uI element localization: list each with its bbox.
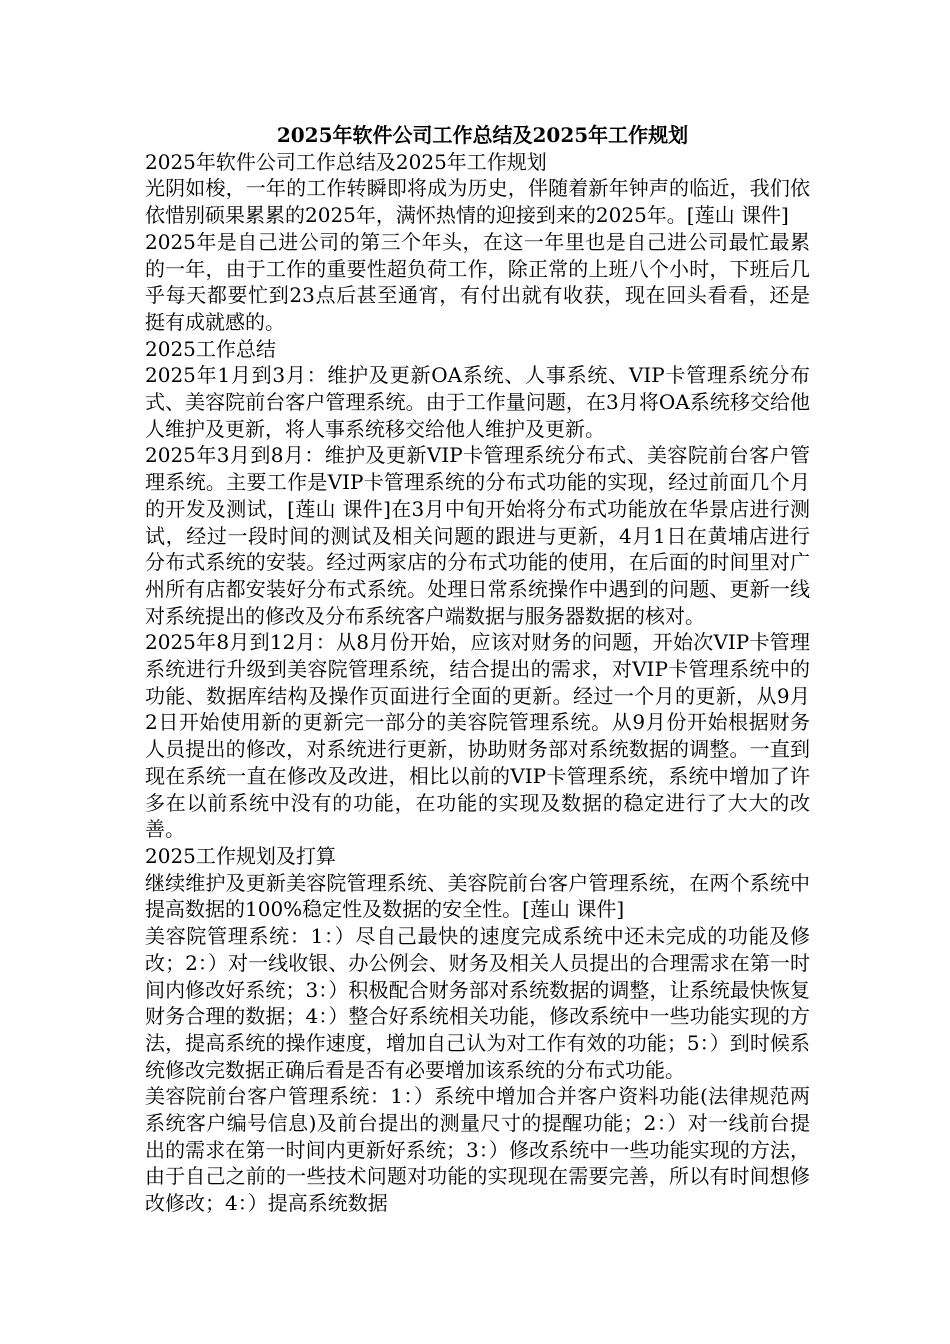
summary-paragraph-aug-dec: 2025年8月到12月：从8月份开始，应该对财务的问题，开始次VIP卡管理系统进行升级到美容院管理系统，结合提出的需求，对VIP卡管理系统中的功能、数据库结构及操作页面进行全面的更新。经过一个月的更新，从9月2日开始使用新的更新完一部分的美容院管理系统。从9月份开始根据财务人员提出的修改，对系统进行更新，协助财务部对系统数据的调整。一直到现在系统一直在修改及改进，相比以前的VIP卡管理系统，系统中增加了许多在以前系统中没有的功能，在功能的实现及数据的稳定进行了大大的改善。 (145, 630, 810, 842)
summary-paragraph-mar-aug: 2025年3月到8月：维护及更新VIP卡管理系统分布式、美容院前台客户管理系统。主要工作是VIP卡管理系统的分布式功能的实现，经过前面几个月的开发及测试，[莲山 课件]在3月中旬开始将分布式功能放在华景店进行测试，经过一段时间的测试及相关问题的跟进与更新，4月1日在黄埔店进行分布式系统的安装。经过两家店的分布式功能的使用，在后面的时间里对广州所有店都安装好分布式系统。处理日常系统操作中遇到的问题、更新一线对系统提出的修改及分布系统客户端数据与服务器数据的核对。 (145, 443, 810, 628)
background-paragraph: 2025年是自己进公司的第三个年头，在这一年里也是自己进公司最忙最累的一年，由于工作的重要性超负荷工作，除正常的上班八个小时，下班后几乎每天都要忙到23点后甚至通宵，有付出就有收获，现在回头看看，还是挺有成就感的。 (145, 229, 810, 334)
intro-paragraph: 光阴如梭，一年的工作转瞬即将成为历史，伴随着新年钟声的临近，我们依依惜别硕果累累的2025年，满怀热情的迎接到来的2025年。[莲山 课件] (145, 176, 810, 228)
summary-heading: 2025工作总结 (145, 336, 276, 361)
plan-front-desk-paragraph: 美容院前台客户管理系统：1：）系统中增加合并客户资料功能(法律规范两系统客户编号信息)及前台提出的测量尺寸的提醒功能；2：）对一线前台提出的需求在第一时间内更新好系统；3：）修改系统中一些功能实现的方法，由于自己之前的一些技术问题对功能的实现现在需要完善，所以有时间想修改修改；4：）提高系统数据 (145, 1084, 810, 1216)
summary-paragraph-jan-mar: 2025年1月到3月：维护及更新OA系统、人事系统、VIP卡管理系统分布式、美容院前台客户管理系统。由于工作量问题，在3月将OA系统移交给他人维护及更新，将人事系统移交给他人维护及更新。 (145, 363, 810, 441)
plan-salon-system-paragraph: 美容院管理系统：1：）尽自己最快的速度完成系统中还未完成的功能及修改；2：）对一线收银、办公例会、财务及相关人员提出的合理需求在第一时间内修改好系统；3：）积极配合财务部对系统数据的调整，让系统最快恢复财务合理的数据；4：）整合好系统相关功能，修改系统中一些功能实现的方法，提高系统的操作速度，增加自己认为对工作有效的功能；5：）到时候系统修改完数据正确后看是否有必要增加该系统的分布式功能。 (145, 924, 810, 1082)
plan-heading: 2025工作规划及打算 (145, 843, 336, 868)
subtitle-paragraph: 2025年软件公司工作总结及2025年工作规划 (145, 149, 547, 174)
document-body (145, 122, 810, 1217)
document-title: 2025年软件公司工作总结及2025年工作规划 (276, 123, 689, 147)
plan-intro-paragraph: 继续维护及更新美容院管理系统、美容院前台客户管理系统，在两个系统中提高数据的100%稳定性及数据的安全性。[莲山 课件] (145, 870, 810, 922)
